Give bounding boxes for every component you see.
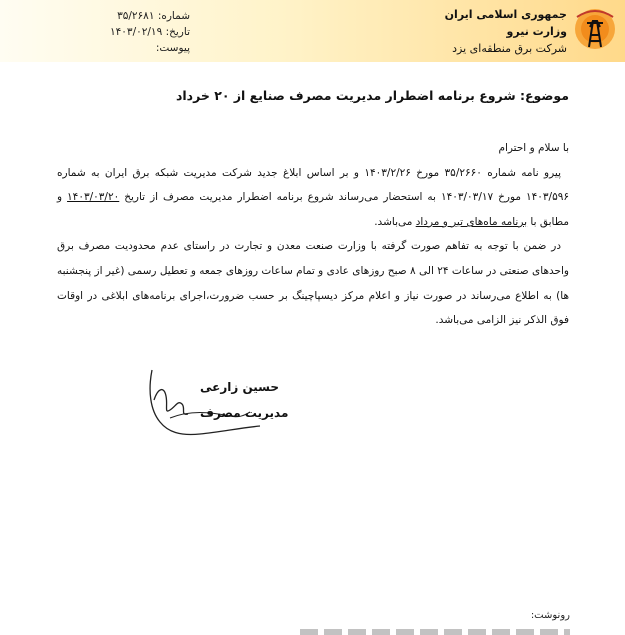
body-paragraph-2: در ضمن با توجه به تفاهم صورت گرفته با وزارت صنعت معدن و تجارت در راستای عدم محدودیت مصرف برق واحدهای صنعتی در ساعات ۲۴ الی ۸ صبح روزهای عادی و تمام ساعات روزهای جمعه و تعطیل رسمی (غیر از پنجشنبه ها) به اطلاع می‌رساند در صورت نیاز و اعلام مرکز دیسپاچینگ بر حسب ضرورت،اجرای برنامه‌های ابلاغی در اوقات فوق الذکر نیز الزامی می‌باشد. — [57, 240, 569, 327]
letter-date-row — [20, 24, 190, 40]
program-underlined: برنامه ماه‌های تیر و مرداد — [415, 215, 528, 228]
letter-number-row — [20, 8, 190, 24]
letter-attachment-row — [20, 40, 190, 56]
letter-number-value: ۳۵/۲۶۸۱ — [117, 10, 155, 22]
org-line-ministry: وزارت نیرو — [506, 25, 567, 38]
org-line-country: جمهوری اسلامی ایران — [444, 8, 567, 21]
signatory-block — [200, 374, 340, 426]
letter-date-value: ۱۴۰۳/۰۲/۱۹ — [110, 26, 163, 38]
cc-label: رونوشت: — [530, 610, 570, 621]
letterhead — [0, 0, 625, 62]
power-tower-logo-icon — [571, 3, 619, 59]
body-paragraph-1-start: پیرو نامه شماره ۳۵/۲۶۶۰ مورخ ۱۴۰۳/۲/۲۶ و بر اساس ابلاغ جدید شرکت مدیریت شبکه برق ایران به شماره ۱۴۰۳/۵۹۶ مورخ ۱۴۰۳/۰۳/۱۷ به استحضار می‌رساند شروع برنامه اضطرار مدیریت مصرف از تاریخ — [57, 166, 569, 204]
signatory-title: مدیریت مصرف — [200, 406, 289, 420]
body-paragraph-1-end: می‌باشد. — [374, 215, 416, 228]
greeting: با سلام و احترام — [498, 142, 569, 154]
letter-number-label: شماره: — [157, 10, 190, 22]
cc-text-truncated — [300, 629, 570, 635]
letter-attachment-label: پیوست: — [155, 42, 190, 54]
signatory-name: حسین زارعی — [200, 380, 280, 394]
letter-body — [57, 136, 569, 333]
body-paragraph-1 — [57, 161, 569, 235]
organization-block — [367, 6, 567, 57]
letter-date-label: تاریخ: — [165, 26, 190, 38]
letter-meta — [20, 8, 190, 56]
body-paragraph-1-mid: و مطابق با — [57, 191, 569, 228]
letter-subject: موضوع: شروع برنامه اضطرار مدیریت مصرف صنایع از ۲۰ خرداد — [175, 88, 569, 103]
org-line-company: شرکت برق منطقه‌ای یزد — [452, 42, 567, 55]
start-date-underlined: ۱۴۰۳/۰۳/۲۰ — [67, 191, 120, 204]
